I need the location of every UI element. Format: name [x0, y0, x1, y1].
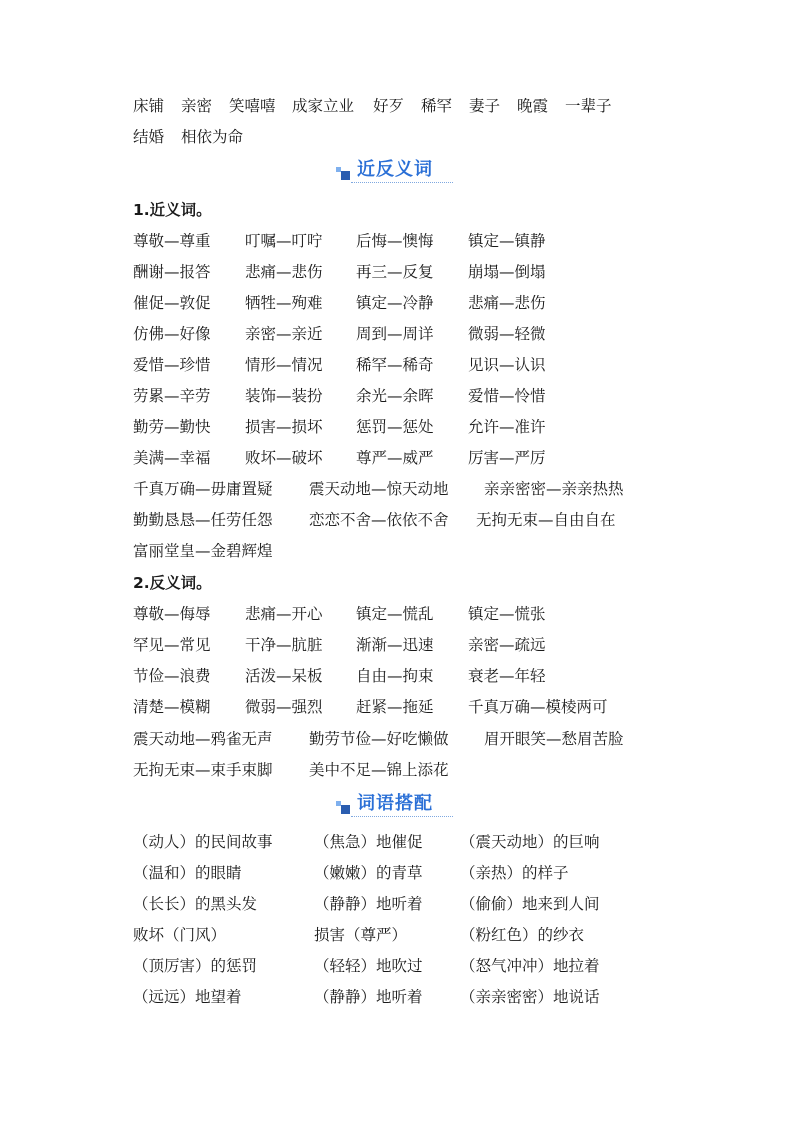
word-pair: 自由—拘束	[356, 667, 434, 685]
word: 成家立业	[292, 97, 355, 115]
word-pair: 损害—损坏	[245, 418, 323, 436]
word: 笑嘻嘻	[229, 97, 276, 115]
phrase: （亲热）的样子	[460, 864, 569, 882]
word-pair: 后悔—懊悔	[356, 232, 434, 250]
word-pair: 活泼—呆板	[245, 667, 323, 685]
phrase: （静静）地听着	[314, 988, 423, 1006]
word: 结婚	[133, 128, 165, 146]
phrase: （震天动地）的巨响	[460, 833, 600, 851]
phrase: （偷偷）地来到人间	[460, 895, 600, 913]
section-heading-collocations	[341, 791, 449, 817]
phrase: （怒气冲冲）地拉着	[460, 957, 600, 975]
phrase: （亲亲密密）地说话	[460, 988, 600, 1006]
word-pair: 震天动地—鸦雀无声	[133, 730, 273, 748]
word: 好歹	[373, 97, 405, 115]
word-pair: 赶紧—拖延	[356, 698, 434, 716]
word-pair: 亲密—疏远	[468, 636, 546, 654]
word-pair: 镇定—镇静	[468, 232, 546, 250]
section-heading-synonyms-antonyms	[341, 157, 449, 183]
word-pair: 尊敬—侮辱	[133, 605, 211, 623]
phrase: 败坏（门风）	[133, 926, 227, 944]
phrase: （轻轻）地吹过	[314, 957, 423, 975]
word-pair: 勤劳—勤快	[133, 418, 211, 436]
phrase: （顶厉害）的惩罚	[133, 957, 258, 975]
word-pair: 见识—认识	[468, 356, 546, 374]
phrase: 损害（尊严）	[314, 926, 408, 944]
word-pair: 叮嘱—叮咛	[245, 232, 323, 250]
word: 一辈子	[565, 97, 612, 115]
word-pair: 无拘无束—束手束脚	[133, 761, 273, 779]
subheading-antonyms: 2.反义词。	[133, 574, 212, 592]
word-pair: 清楚—模糊	[133, 698, 211, 716]
subheading-synonyms: 1.近义词。	[133, 201, 212, 219]
word-pair: 无拘无束—自由自在	[476, 511, 616, 529]
heading-underline	[351, 816, 453, 817]
word-pair: 亲亲密密—亲亲热热	[484, 480, 624, 498]
word-pair: 余光—余晖	[356, 387, 434, 405]
word-pair: 催促—敦促	[133, 294, 211, 312]
word-pair: 装饰—装扮	[245, 387, 323, 405]
phrase: （动人）的民间故事	[133, 833, 273, 851]
word-pair: 节俭—浪费	[133, 667, 211, 685]
word-pair: 罕见—常见	[133, 636, 211, 654]
phrase: （粉红色）的纱衣	[460, 926, 585, 944]
word-pair: 惩罚—惩处	[356, 418, 434, 436]
phrase: （长长）的黑头发	[133, 895, 258, 913]
word-pair: 尊敬—尊重	[133, 232, 211, 250]
word-pair: 勤勤恳恳—任劳任怨	[133, 511, 273, 529]
word-pair: 仿佛—好像	[133, 325, 211, 343]
phrase: （温和）的眼睛	[133, 864, 242, 882]
word: 相依为命	[181, 128, 244, 146]
word-pair: 周到—周详	[356, 325, 434, 343]
word-pair: 酬谢—报答	[133, 263, 211, 281]
word-pair: 微弱—强烈	[245, 698, 323, 716]
word-pair: 镇定—冷静	[356, 294, 434, 312]
word-pair: 富丽堂皇—金碧辉煌	[133, 542, 273, 560]
section-title: 词语搭配	[357, 793, 433, 814]
word-pair: 震天动地—惊天动地	[309, 480, 449, 498]
word-pair: 崩塌—倒塌	[468, 263, 546, 281]
word-pair: 劳累—辛劳	[133, 387, 211, 405]
word-pair: 牺牲—殉难	[245, 294, 323, 312]
word: 晚霞	[517, 97, 549, 115]
word-pair: 千真万确—模棱两可	[468, 698, 608, 716]
word-pair: 渐渐—迅速	[356, 636, 434, 654]
heading-underline	[351, 182, 453, 183]
word-pair: 勤劳节俭—好吃懒做	[309, 730, 449, 748]
word-pair: 厉害—严厉	[468, 449, 546, 467]
word-pair: 微弱—轻微	[468, 325, 546, 343]
word-pair: 稀罕—稀奇	[356, 356, 434, 374]
section-title: 近反义词	[357, 159, 433, 180]
word: 妻子	[469, 97, 501, 115]
word-pair: 干净—肮脏	[245, 636, 323, 654]
word-pair: 爱惜—怜惜	[468, 387, 546, 405]
word-pair: 悲痛—悲伤	[468, 294, 546, 312]
word-pair: 镇定—慌乱	[356, 605, 434, 623]
word-pair: 恋恋不舍—依依不舍	[309, 511, 449, 529]
word-pair: 爱惜—珍惜	[133, 356, 211, 374]
word: 亲密	[181, 97, 213, 115]
square-bullet-icon	[341, 171, 350, 180]
word-pair: 悲痛—悲伤	[245, 263, 323, 281]
word-pair: 再三—反复	[356, 263, 434, 281]
word-pair: 亲密—亲近	[245, 325, 323, 343]
phrase: （嫩嫩）的青草	[314, 864, 423, 882]
word: 床铺	[133, 97, 165, 115]
square-bullet-icon	[341, 805, 350, 814]
word-pair: 情形—情况	[245, 356, 323, 374]
word-pair: 尊严—威严	[356, 449, 434, 467]
word-pair: 败坏—破坏	[245, 449, 323, 467]
word-pair: 镇定—慌张	[468, 605, 546, 623]
word-pair: 悲痛—开心	[245, 605, 323, 623]
phrase: （远远）地望着	[133, 988, 242, 1006]
phrase: （静静）地听着	[314, 895, 423, 913]
word-pair: 千真万确—毋庸置疑	[133, 480, 273, 498]
word: 稀罕	[421, 97, 453, 115]
word-pair: 允许—准许	[468, 418, 546, 436]
word-pair: 美中不足—锦上添花	[309, 761, 449, 779]
word-pair: 眉开眼笑—愁眉苦脸	[484, 730, 624, 748]
word-pair: 美满—幸福	[133, 449, 211, 467]
phrase: （焦急）地催促	[314, 833, 423, 851]
word-pair: 衰老—年轻	[468, 667, 546, 685]
